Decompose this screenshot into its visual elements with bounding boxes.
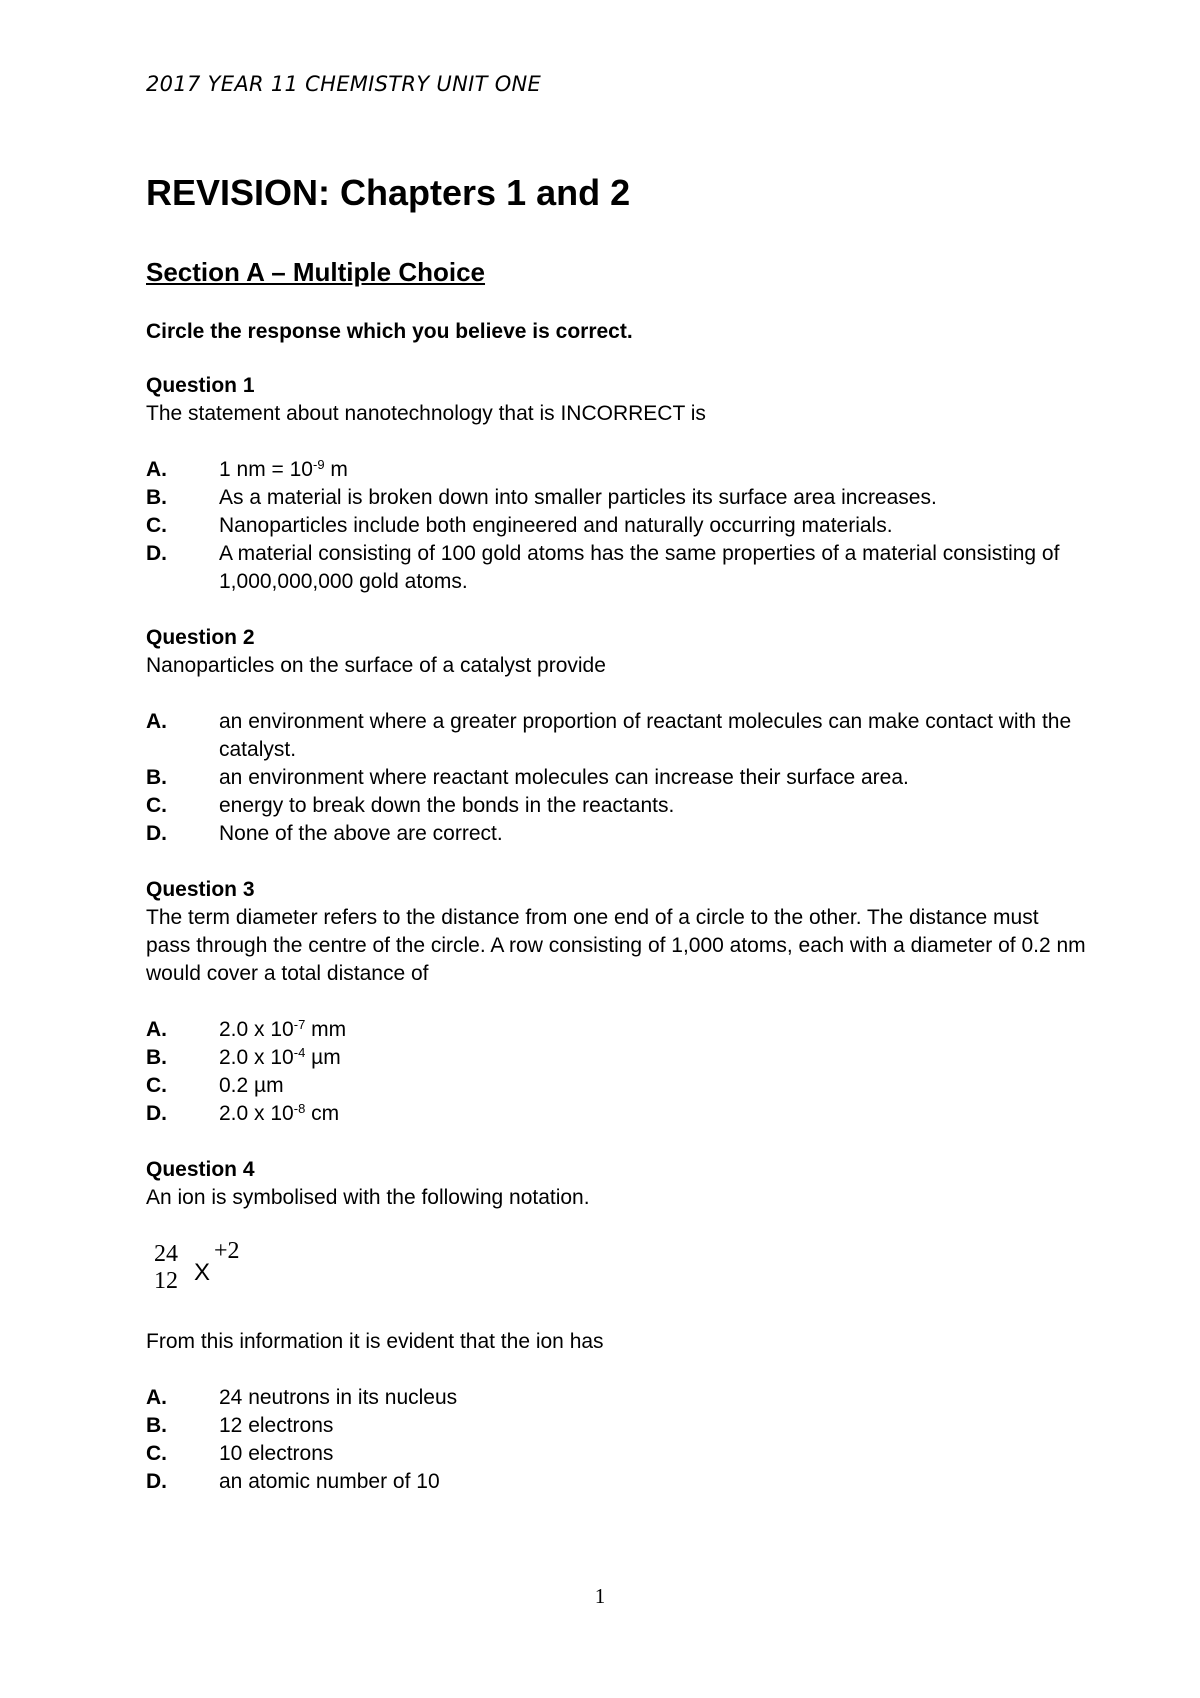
option-text: 24 neutrons in its nucleus [219, 1386, 458, 1409]
option-a[interactable] [146, 708, 1086, 764]
atomic-number: 12 [154, 1268, 178, 1294]
option-d[interactable] [146, 1100, 1086, 1128]
question-4 [146, 1156, 1086, 1496]
option-letter: D. [146, 1470, 167, 1493]
question-stem: The statement about nanotechnology that is INCORRECT is [146, 402, 706, 425]
option-letter: D. [146, 542, 167, 565]
option-a[interactable] [146, 1384, 1086, 1412]
running-header: 2017 YEAR 11 CHEMISTRY UNIT ONE [146, 72, 542, 96]
option-text: an environment where a greater proportion of reactant molecules can make contact with the catalyst. [219, 710, 1072, 761]
option-text: 2.0 x $10^{-7}$ mm [219, 1017, 347, 1041]
option-c[interactable] [146, 1072, 1086, 1100]
ion-notation [152, 1230, 1086, 1300]
option-text: A material consisting of 100 gold atoms has the same properties of a material consisting of 1,000,000,000 gold atoms. [219, 542, 1060, 593]
question-stem: An ion is symbolised with the following notation. [146, 1186, 590, 1209]
option-a[interactable] [146, 1016, 1086, 1044]
question-stem-continued: From this information it is evident that the ion has [146, 1330, 604, 1353]
option-text: 1 nm = $10^{-9}$ m [219, 457, 348, 481]
option-text: 12 electrons [219, 1414, 334, 1437]
section-title: Section A – Multiple Choice [146, 257, 486, 287]
option-c[interactable] [146, 1440, 1086, 1468]
option-b[interactable] [146, 484, 1086, 512]
option-d[interactable] [146, 820, 1086, 848]
question-3 [146, 876, 1086, 1128]
option-d[interactable] [146, 540, 1086, 596]
question-heading: Question 2 [146, 626, 255, 649]
question-stem: The term diameter refers to the distance from one end of a circle to the other. The distance must pass through the centre of the circle. A row consisting of 1,000 atoms, each with a diameter of 0.2 nm would cover a total distance of [146, 906, 1086, 985]
option-letter: C. [146, 514, 167, 537]
option-text: energy to break down the bonds in the reactants. [219, 794, 675, 817]
option-letter: A. [146, 710, 167, 733]
document-title: REVISION: Chapters 1 and 2 [146, 172, 631, 213]
option-letter: D. [146, 822, 167, 845]
option-b[interactable] [146, 764, 1086, 792]
option-letter: C. [146, 794, 167, 817]
mass-number: 24 [154, 1241, 178, 1267]
option-text: None of the above are correct. [219, 822, 503, 845]
page-number: 1 [594, 1584, 606, 1608]
question-heading: Question 4 [146, 1158, 255, 1181]
option-letter: B. [146, 486, 167, 509]
element-symbol: X [194, 1259, 211, 1286]
option-c[interactable] [146, 512, 1086, 540]
option-b[interactable] [146, 1412, 1086, 1440]
option-letter: A. [146, 1018, 167, 1041]
option-letter: D. [146, 1102, 167, 1125]
question-2 [146, 624, 1086, 848]
option-letter: A. [146, 1386, 167, 1409]
ion-charge: +2 [214, 1238, 240, 1264]
question-heading: Question 1 [146, 374, 255, 397]
option-text: Nanoparticles include both engineered and naturally occurring materials. [219, 514, 893, 537]
option-text: 2.0 x $10^{-8}$ cm [219, 1101, 340, 1125]
option-b[interactable] [146, 1044, 1086, 1072]
option-text: an atomic number of 10 [219, 1470, 440, 1493]
option-letter: C. [146, 1442, 167, 1465]
option-text: As a material is broken down into smaller particles its surface area increases. [219, 486, 937, 509]
option-text: 0.2 µm [219, 1074, 284, 1097]
option-letter: B. [146, 1414, 167, 1437]
question-1 [146, 372, 1086, 596]
option-c[interactable] [146, 792, 1086, 820]
question-heading: Question 3 [146, 878, 255, 901]
option-letter: C. [146, 1074, 167, 1097]
option-letter: B. [146, 766, 167, 789]
option-letter: B. [146, 1046, 167, 1069]
option-text: 10 electrons [219, 1442, 334, 1465]
option-letter: A. [146, 458, 167, 481]
option-d[interactable] [146, 1468, 1086, 1496]
option-text: an environment where reactant molecules can increase their surface area. [219, 766, 909, 789]
option-a[interactable] [146, 456, 1086, 484]
question-stem: Nanoparticles on the surface of a catalyst provide [146, 654, 606, 677]
instruction-text: Circle the response which you believe is correct. [146, 320, 633, 343]
option-text: 2.0 x $10^{-4}$ µm [219, 1045, 341, 1069]
ion-notation-graphic [152, 1230, 272, 1300]
